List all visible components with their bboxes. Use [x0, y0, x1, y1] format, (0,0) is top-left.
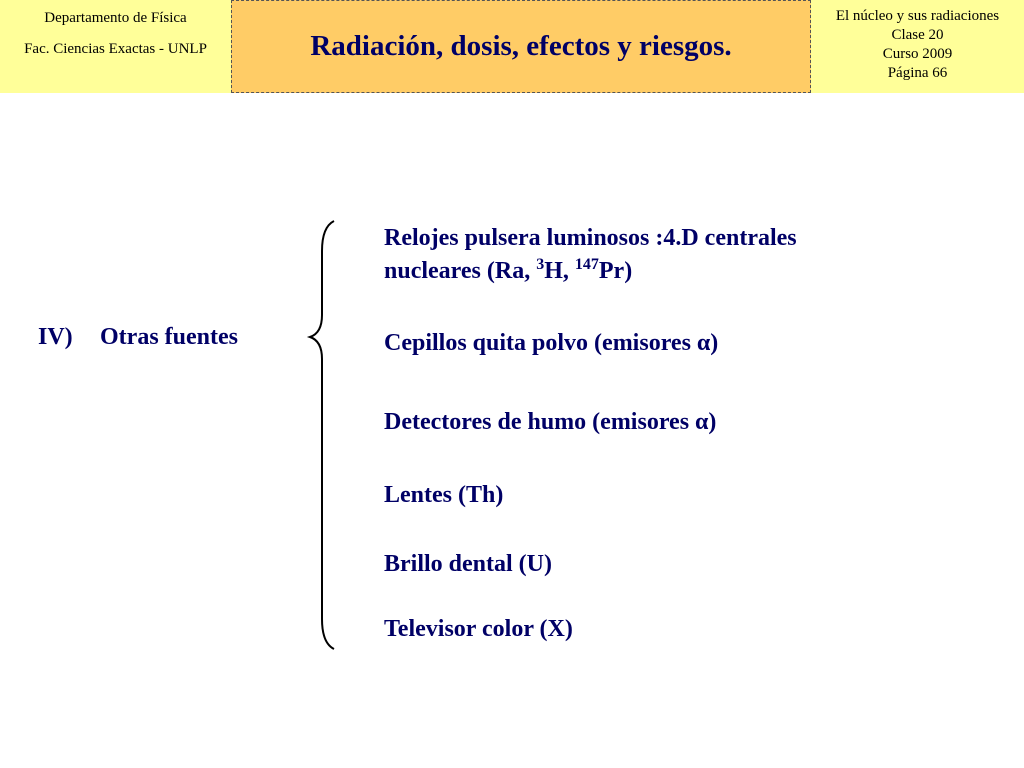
list-item-line: nucleares (Ra, $^3$H, $^{147}$Pr) [384, 256, 633, 284]
faculty-name: Fac. Ciencias Exactas - UNLP [24, 41, 207, 57]
list-item-smoke-detectors: Detectores de humo (emisores α) [384, 409, 717, 435]
department-name: Departamento de Física [44, 10, 187, 26]
superscript: 3 [536, 256, 545, 273]
header-title-box [231, 0, 811, 93]
superscript: 147 [574, 256, 599, 273]
header-right-box [811, 0, 1024, 93]
list-item-tv: Televisor color (X) [384, 616, 573, 642]
list-item-line: Relojes pulsera luminosos :4.D centrales [384, 225, 797, 251]
section-number: IV) [38, 324, 73, 350]
list-item-dental: Brillo dental (U) [384, 551, 552, 577]
course-year: Curso 2009 [882, 46, 953, 62]
section-label: Otras fuentes [100, 324, 238, 350]
curly-brace [300, 215, 344, 655]
list-item-lenses: Lentes (Th) [384, 482, 504, 508]
slide-title: Radiación, dosis, efectos y riesgos. [310, 30, 732, 62]
list-item-watches [384, 222, 797, 288]
page-number: Página 66 [887, 65, 948, 81]
section-heading [38, 324, 238, 351]
course-topic: El núcleo y sus radiaciones [835, 8, 1000, 24]
list-item-brushes: Cepillos quita polvo (emisores α) [384, 330, 719, 356]
header-left-box [0, 0, 231, 93]
class-number: Clase 20 [891, 27, 944, 43]
